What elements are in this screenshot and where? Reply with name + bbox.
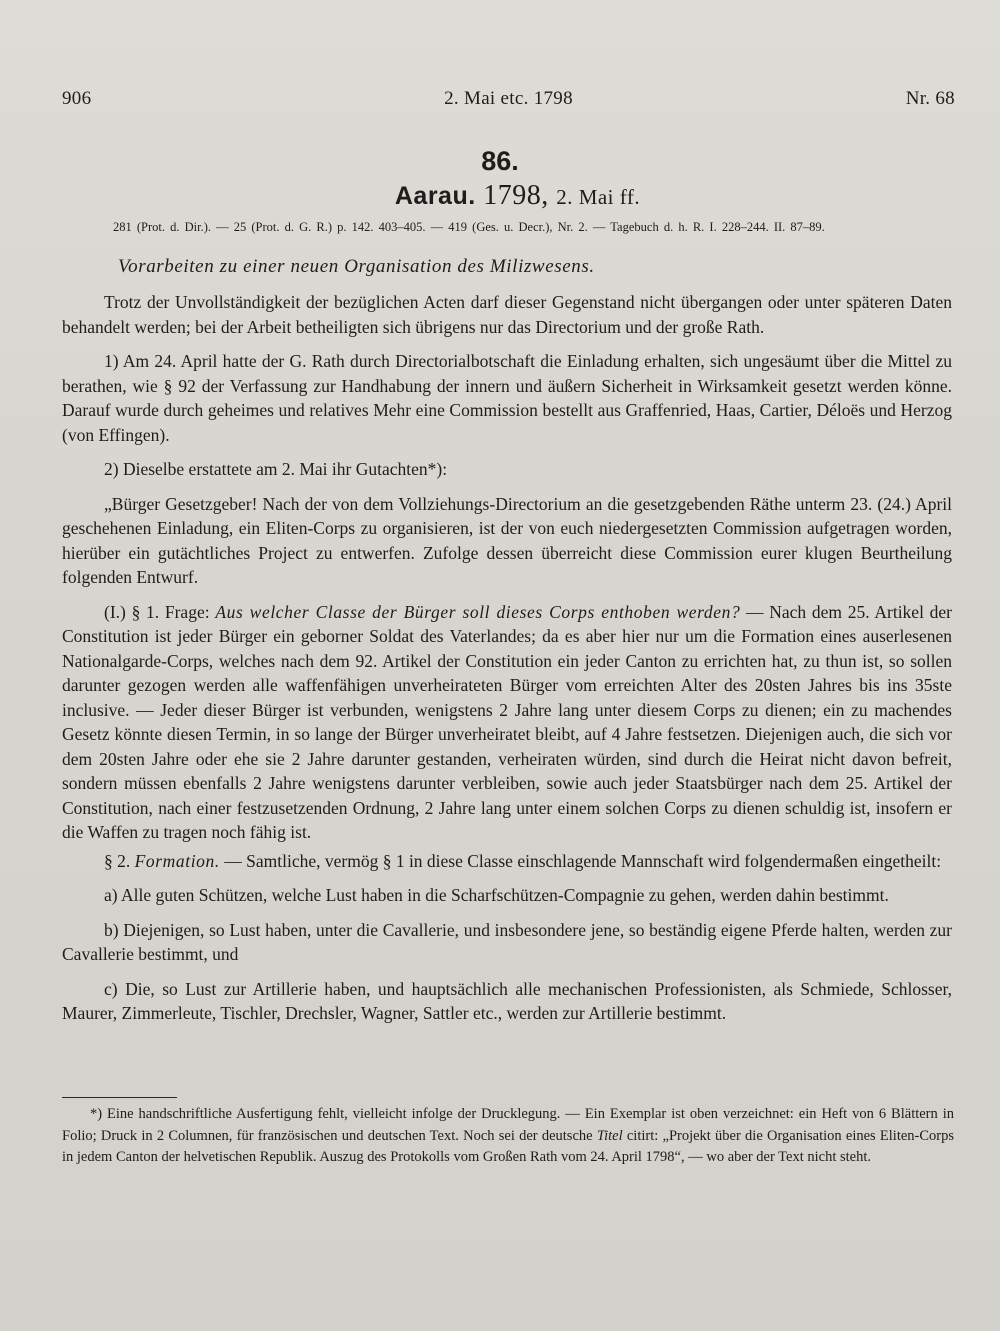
source-references: 281 (Prot. d. Dir.). — 25 (Prot. d. G. R.) p. 142. 403–405. — 419 (Ges. u. Decr.), Nr. 2. — Tagebuch d. h. R. I. 228–244. II. 87–89.	[113, 220, 825, 234]
paragraph	[62, 600, 952, 845]
document-date: 2. Mai ff.	[556, 185, 641, 209]
paragraph: c) Die, so Lust zur Artillerie haben, und hauptsächlich alle mechanischen Professionisten, als Schmiede, Schlosser, Maurer, Zimmerleute, Tischler, Drechsler, Wagner, Sattler etc., werden zur Artillerie bestimmt.	[62, 978, 952, 1023]
paragraph: a) Alle guten Schützen, welche Lust haben in die Scharfschützen-Compagnie zu gehen, werden dahin bestimmt.	[104, 885, 889, 905]
footnote-text: citirt: „Projekt über die Organisation eines Eliten-Corps in jedem Canton der helvetischen Republik. Auszug des Protokolls vom Großen Rath vom 24. April 1798“, — wo aber der Text nicht steht.	[62, 1127, 955, 1165]
footnote	[62, 1104, 954, 1169]
footnote-text: *) Eine handschriftliche Ausfertigung fehlt, vielleicht infolge der Drucklegung. — Ein Exemplar ist oben verzeichnet: ein Heft von 6 Blättern in Folio; Druck in 2 Columnen, für französischen und deutschen Text. Noch sei der deutsche	[62, 1106, 954, 1144]
document-year: 1798,	[483, 180, 549, 211]
footnote-divider	[62, 1097, 177, 1098]
paragraph: 2) Dieselbe erstattete am 2. Mai ihr Gutachten*):	[104, 459, 448, 479]
paragraph	[62, 849, 952, 874]
paragraph: „Bürger Gesetzgeber! Nach der von dem Vollziehungs-Directorium an die gesetzgebenden Räthe unterm 23. (24.) April geschehenen Einladung, ein Eliten-Corps zu organisieren, ist der von euch niedergesetzten Commission aufgetragen worden, hierüber ein gutächtliches Project zu entwerfen. Zufolge dessen überreicht diese Commission eurer klugen Beurtheilung folgenden Entwurf.	[62, 493, 952, 587]
running-head-date: 2. Mai etc. 1798	[444, 88, 573, 109]
body-text	[62, 290, 952, 1036]
document-subject: Vorarbeiten zu einer neuen Organisation des Milizwesens.	[118, 256, 595, 277]
section-text: — Nach dem 25. Artikel der Constitution ist jeder Bürger ein geborner Soldat des Vaterlandes; da es aber hier nur um die Formation eines auserlesenen Nationalgarde-Corps, welches nach dem 92. Artikel der Constitution ein jeder Canton zu errichten hat, zu thun ist, so sollen darunter gezogen werden alle waffenfähigen unverheirateten Bürger vom erreichten Alter des 20sten Jahres bis ins 35ste inclusive. — Jeder dieser Bürger ist verbunden, wenigstens 2 Jahre lang unter diesem Corps zu dienen; ein zu machendes Gesetz könnte diesen Termin, in so lange der Bürger unverheiratet bleibt, auf 4 Jahre festsetzen. Diejenigen auch, die sich vor dem 20sten Jahre oder ehe sie 2 Jahre darunter gestanden, verheiraten würden, sind durch die Heirat nicht davon befreit, sondern müssen ebenfalls 2 Jahre wenigstens darunter verbleiben, sowie auch jeder Staatsbürger nach dem 25. Artikel der Constitution, nach einer festzusetzenden Ordnung, 2 Jahre lang unter einem solchen Corps zu dienen schuldig ist, insofern er die Waffen zu tragen noch fähig ist.	[62, 601, 952, 842]
paragraph: b) Diejenigen, so Lust haben, unter die Cavallerie, und insbesondere jene, so beständig eigene Pferde halten, werden zur Cavallerie bestimmt, und	[62, 919, 952, 964]
section-heading: Formation.	[134, 850, 220, 871]
document-heading	[0, 180, 1000, 212]
section-prefix: (I.) § 1. Frage:	[104, 601, 210, 622]
paragraph: 1) Am 24. April hatte der G. Rath durch Directorialbotschaft die Einladung erhalten, sich ungesäumt über die Mittel zu berathen, wie § 92 der Verfassung zur Handhabung der innern und äußern Sicherheit in Wirksamkeit gesetzt werden könne. Darauf wurde durch geheimes und relatives Mehr eine Commission bestellt aus Graffenried, Haas, Cartier, Déloës und Herzog (von Effingen).	[62, 351, 952, 445]
paragraph: Trotz der Unvollständigkeit der bezüglichen Acten darf dieser Gegenstand nicht übergangen oder unter späteren Daten behandelt werden; bei der Arbeit betheiligten sich übrigens nur das Directorium und der große Rath.	[62, 292, 952, 337]
footnote-title-word: Titel	[596, 1127, 623, 1144]
section-text: — Samtliche, vermög § 1 in diese Classe einschlagende Mannschaft wird folgendermaßen eingetheilt:	[224, 850, 942, 871]
page-number: 906	[62, 88, 92, 109]
document-number: 86.	[481, 146, 519, 176]
section-question: Aus welcher Classe der Bürger soll dieses Corps enthoben werden?	[215, 601, 741, 622]
document-number-ref: Nr. 68	[905, 88, 955, 109]
document-place: Aarau.	[394, 182, 476, 210]
section-prefix: § 2.	[104, 850, 131, 871]
